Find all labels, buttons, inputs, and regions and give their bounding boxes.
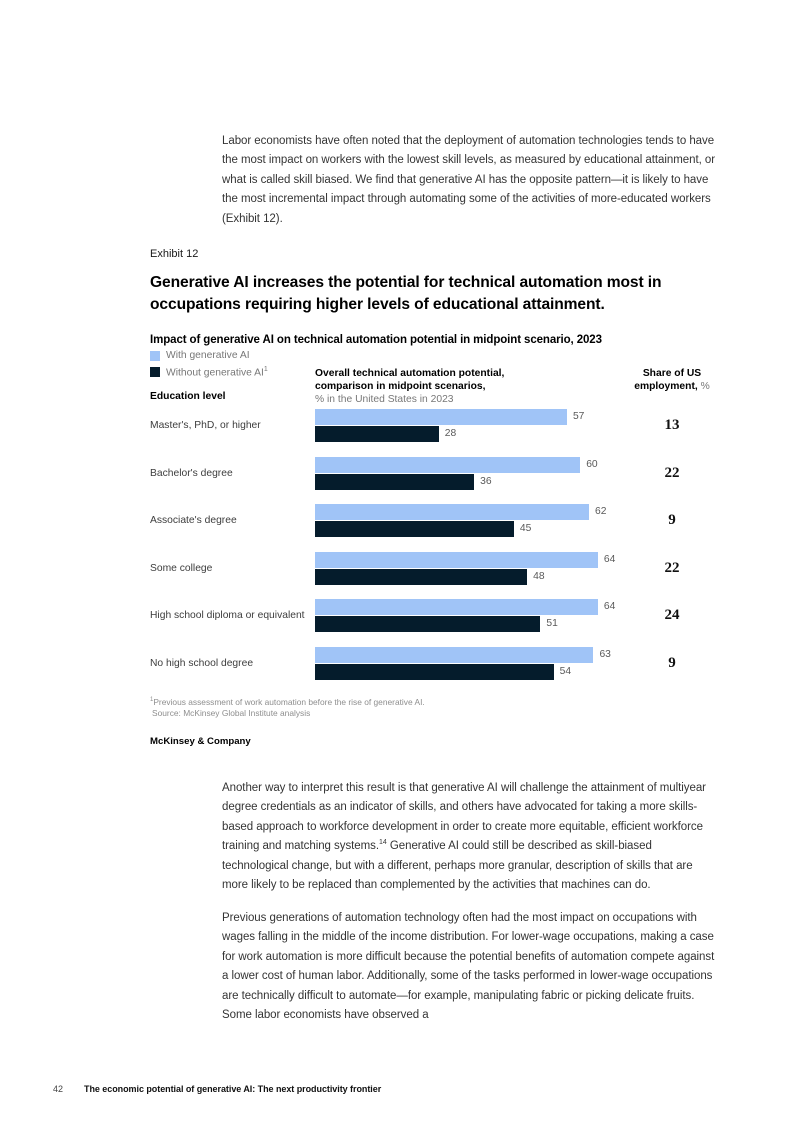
share-of-employment-value: 24 (664, 607, 680, 623)
footnote-line: $^1$Previous assessment of work automation before the rise of generative AI. (150, 696, 425, 707)
bar-pair (315, 457, 615, 505)
value-header-line2: comparison in midpoint scenarios, (315, 381, 486, 392)
bar-with-genai (315, 647, 593, 663)
bar-with-genai (315, 504, 589, 520)
chart-row (150, 552, 740, 600)
education-level-label: Bachelor's degree (150, 467, 233, 479)
page-number: 42 (53, 1084, 64, 1094)
body-paragraph-3: Previous generations of automation technology often had the most impact on occupations with wages falling in the middle of the income distribution. For lower-wage occupations, making a case for work automation is more difficult because the potential benefits of automation compete against a lower cost of human labor. Additionally, some of the tasks performed in lower-wage occupations are technically difficult to automate—for example, manipulating fabric or picking delicate fruits. Some labor economists have observed a (222, 912, 715, 1022)
body-paragraph-2: Another way to interpret this result is that generative AI will challenge the attainment of multiyear degree credentials as an indicator of skills, and others have advocated for taking a more skills-based approach to workforce development in order to create more equitable, efficient workforce training and matching systems.$^{14}$ Generative AI could still be described as skill-biased technological change, but with a different, perhaps more granular, description of skills that are more likely to be replaced than complemented by the activities that machines can do. (222, 782, 706, 892)
education-level-label: Master's, PhD, or higher (150, 420, 261, 431)
bar-with-genai (315, 409, 567, 425)
bar-pair (315, 647, 615, 695)
exhibit-label: Exhibit 12 (150, 248, 199, 260)
bar-value-label: 62 (595, 506, 607, 517)
bar-pair (315, 409, 615, 457)
bar-value-label: 54 (559, 665, 572, 677)
bar-without-genai (315, 521, 514, 537)
exhibit-title: Generative AI increases the potential for technical automation most in occupations requiring higher levels of educational attainment. (150, 274, 662, 313)
legend-swatch-without-genai-icon (150, 367, 160, 377)
chart-row (150, 457, 740, 505)
education-level-label: High school diploma or equivalent (150, 610, 305, 621)
bar-value-label: 60 (586, 458, 598, 470)
bar-value-label: 64 (603, 553, 616, 565)
value-header-line3: % in the United States in 2023 (315, 394, 454, 405)
education-level-label: Some college (150, 562, 213, 574)
chart-row (150, 599, 740, 647)
share-of-employment-value: 13 (664, 417, 680, 433)
bar-with-genai (315, 599, 598, 615)
chart-title: Impact of generative AI on technical automation potential in midpoint scenario, 2023 (150, 334, 602, 346)
bar-value-label: 45 (519, 523, 532, 534)
bar-value-label: 28 (444, 428, 457, 439)
share-column-header: Share of US employment, % (634, 368, 710, 392)
value-column-header (315, 367, 504, 406)
bar-value-label: 51 (546, 618, 558, 629)
education-level-label: No high school degree (150, 657, 254, 669)
value-header-line1: Overall technical automation potential, (315, 368, 505, 379)
chart-row (150, 647, 740, 695)
report-title: The economic potential of generative AI: The next productivity frontier (84, 1084, 382, 1094)
chart-row (150, 409, 740, 457)
bar-value-label: 57 (572, 411, 585, 422)
share-of-employment-value: 22 (664, 559, 680, 576)
bar-pair (315, 504, 615, 552)
legend-label: With generative AI (166, 350, 250, 361)
chart-footnote (150, 695, 425, 718)
education-level-label: Associate's degree (150, 515, 237, 526)
bar-value-label: 36 (480, 475, 492, 487)
bar-value-label: 63 (599, 648, 611, 660)
bar-pair (315, 599, 615, 647)
bar-value-label: 48 (533, 570, 545, 582)
bar-without-genai (315, 616, 540, 632)
bar-pair (315, 552, 615, 600)
legend-label: Without generative $AI^1$ (166, 366, 268, 379)
share-header-unit: % (700, 381, 710, 392)
mckinsey-brand: McKinsey & Company (150, 736, 251, 747)
bar-with-genai (315, 457, 580, 473)
share-of-employment-value: 9 (668, 654, 676, 671)
bar-without-genai (315, 569, 527, 585)
legend-item-with-genai (150, 350, 250, 361)
legend-swatch-with-genai-icon (150, 351, 160, 361)
intro-paragraph: Labor economists have often noted that the deployment of automation technologies tends to have the most impact on workers with the lowest skill levels, as measured by educational attainment, or what is called skill biased. We find that generative AI has the opposite pattern—it is likely to have the most incremental impact through automating some of the activities of more-educated workers (Exhibit 12). (222, 135, 716, 225)
bar-without-genai (315, 664, 554, 680)
citation-marker: 14 (379, 839, 387, 847)
footnote-marker: 1 (263, 366, 268, 373)
education-level-column-header: Education level (150, 391, 226, 402)
bar-chart (150, 409, 740, 694)
share-of-employment-value: 22 (664, 464, 680, 481)
bar-with-genai (315, 552, 598, 568)
share-of-employment-value: 9 (668, 512, 676, 528)
legend-item-without-genai (150, 366, 268, 378)
chart-row (150, 504, 740, 552)
bar-value-label: 64 (603, 601, 616, 612)
bar-without-genai (315, 474, 474, 490)
bar-without-genai (315, 426, 439, 442)
source-line: Source: McKinsey Global Institute analysis (152, 707, 311, 718)
